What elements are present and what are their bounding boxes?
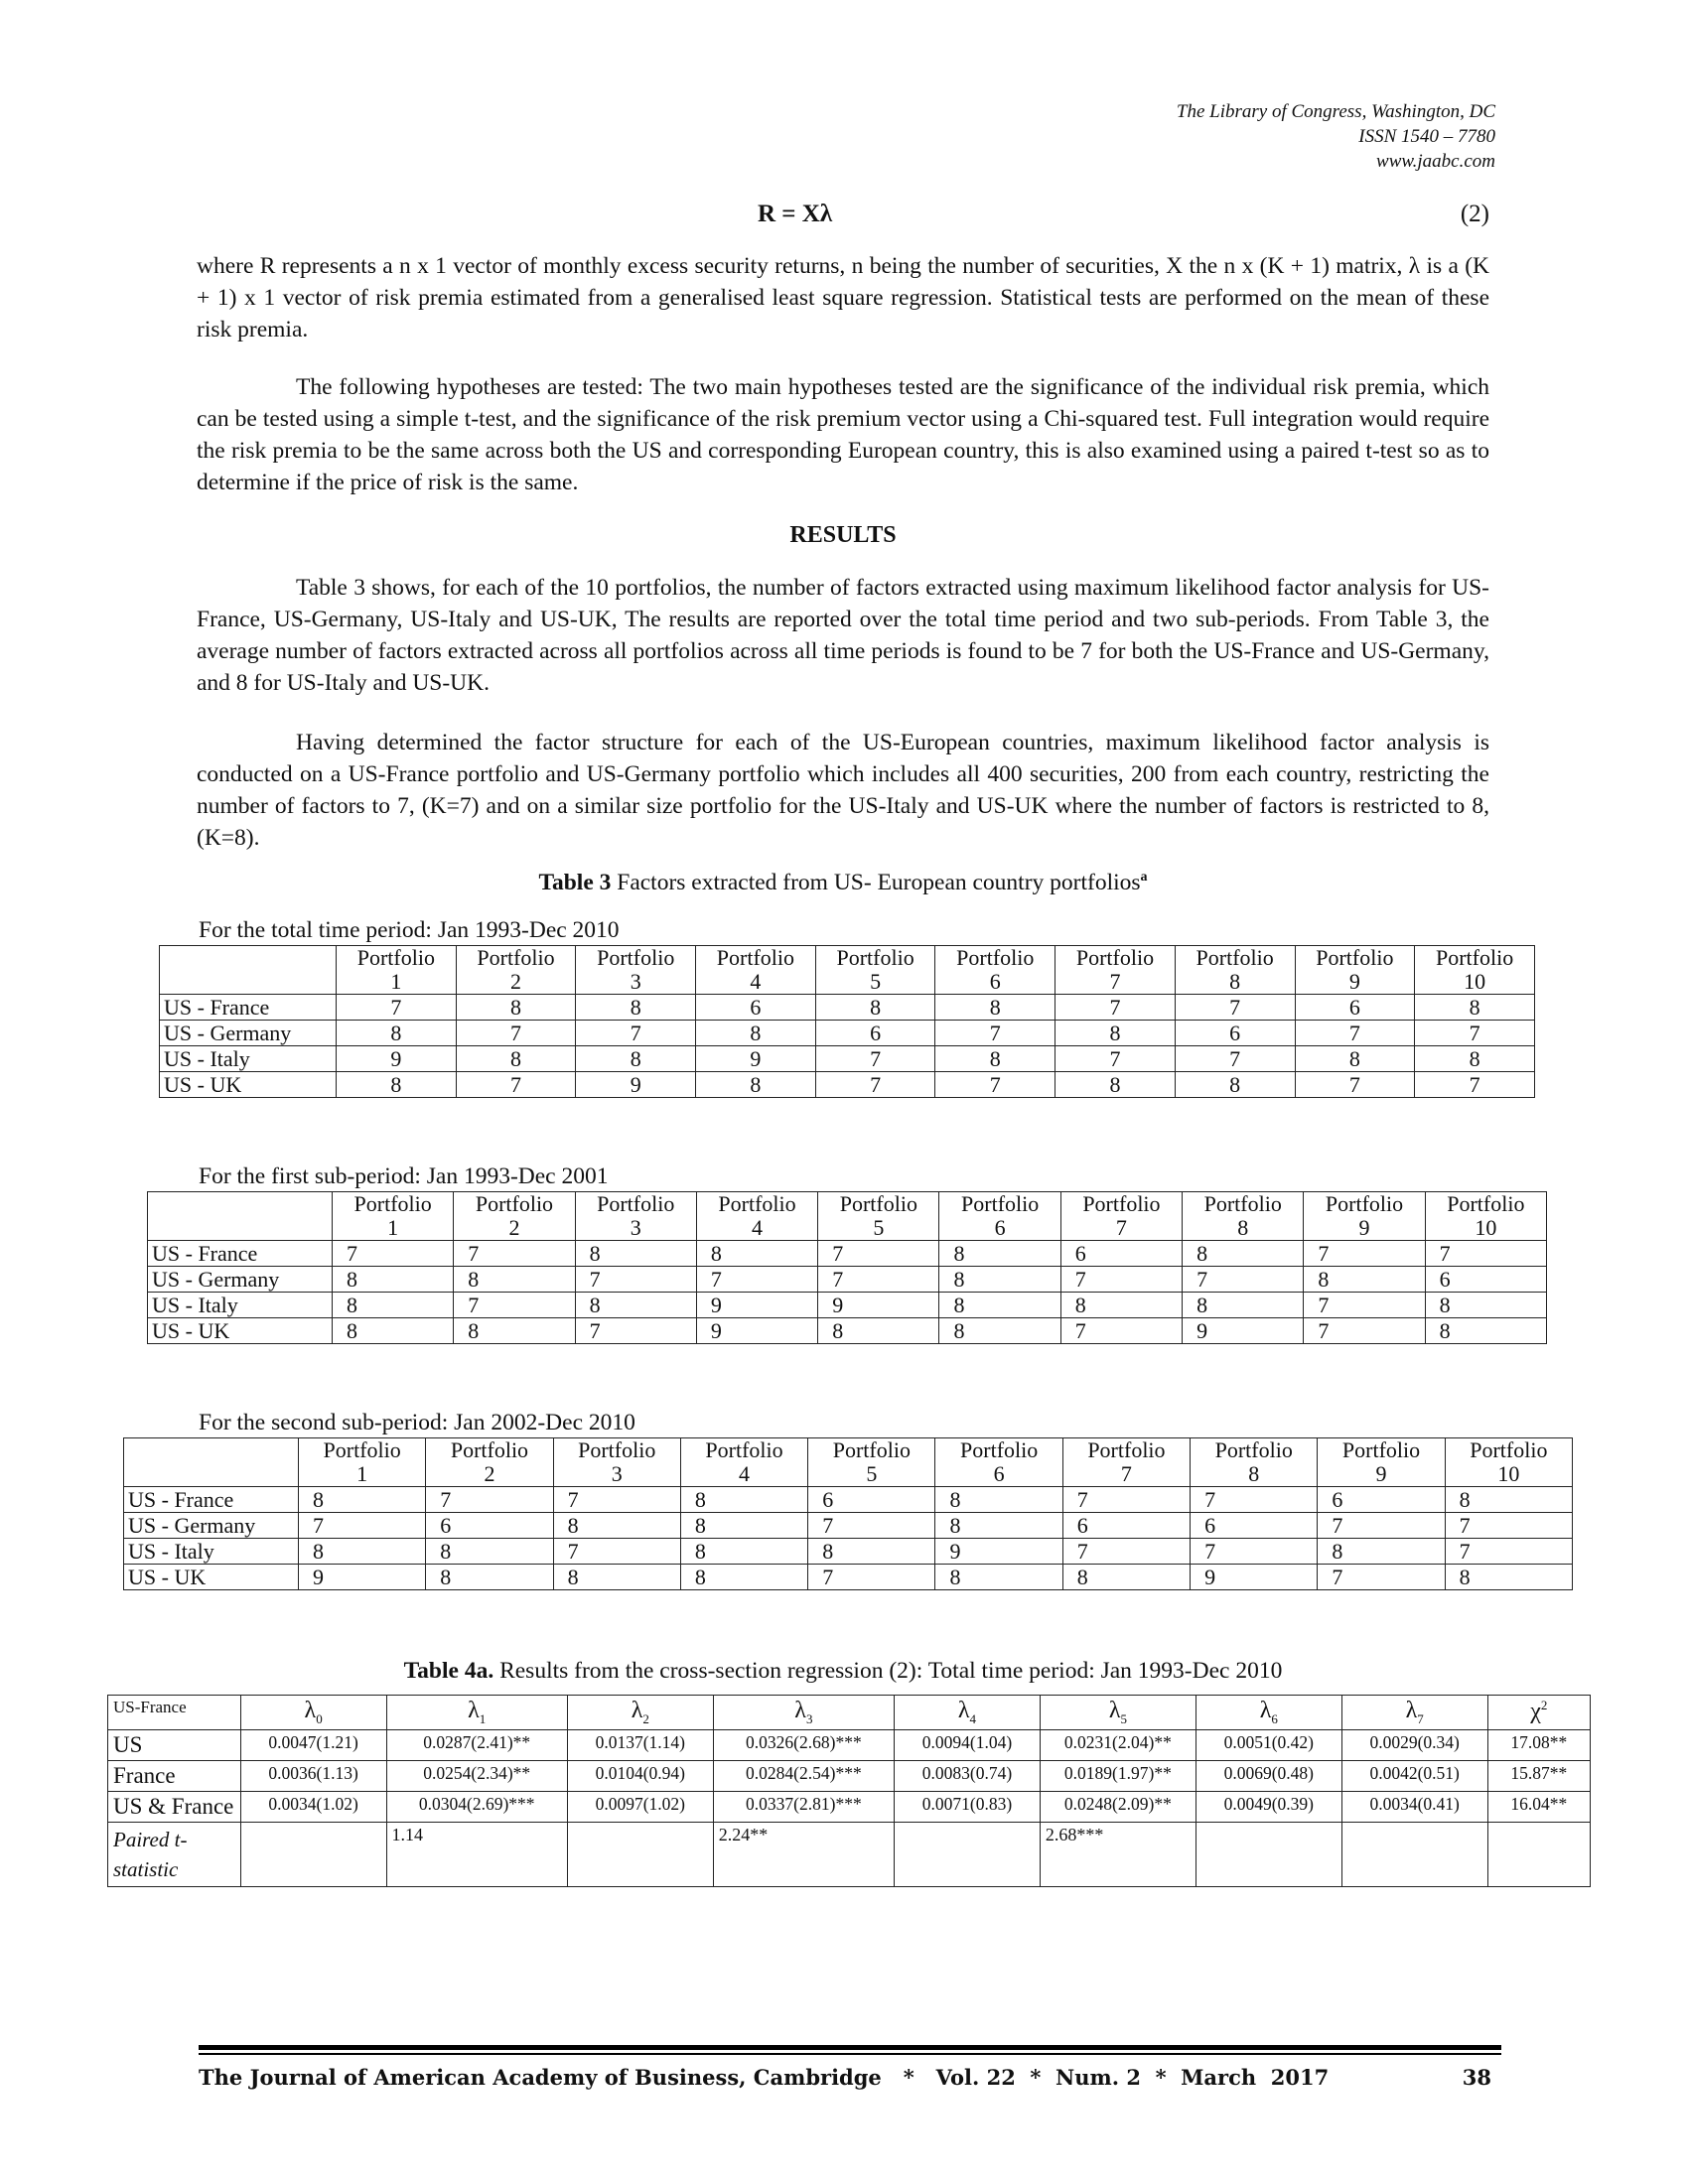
row-label: US - France bbox=[160, 995, 337, 1021]
footer-rule-thin bbox=[199, 2053, 1501, 2055]
period-3-title: For the second sub-period: Jan 2002-Dec 2010 bbox=[199, 1410, 635, 1435]
footer-rule-thick bbox=[199, 2045, 1501, 2050]
regression-value-cell: 0.0189(1.97)** bbox=[1040, 1760, 1196, 1791]
factor-count-cell: 7 bbox=[1191, 1539, 1318, 1565]
table-row bbox=[160, 1021, 1535, 1046]
factor-count-cell: 7 bbox=[935, 1021, 1055, 1046]
paragraph-4: Having determined the factor structure for each of the US-European countries, maximum likelihood factor analysis is conducted on a US-France portfolio and US-Germany portfolio which includes all 400 securities, 200 from each country, restricting the number of factors to 7, (K=7) and on a similar size portfolio for the US-Italy and US-UK where the number of factors is restricted to 8, (K=8). bbox=[197, 730, 1489, 851]
portfolio-header-4: Portfolio 4 bbox=[696, 946, 816, 995]
table-3-caption bbox=[197, 870, 1489, 896]
regression-table bbox=[107, 1695, 1591, 1887]
factor-count-cell: 8 bbox=[454, 1267, 575, 1293]
period-2-title: For the first sub-period: Jan 1993-Dec 2001 bbox=[199, 1163, 609, 1189]
regression-row bbox=[108, 1729, 1591, 1760]
factor-count-cell: 7 bbox=[1191, 1487, 1318, 1513]
factor-count-cell: 8 bbox=[456, 995, 576, 1021]
factor-count-cell: 7 bbox=[818, 1267, 939, 1293]
factor-count-cell: 8 bbox=[939, 1293, 1060, 1318]
portfolio-header-4: Portfolio 4 bbox=[696, 1192, 817, 1241]
factor-count-cell: 8 bbox=[1055, 1021, 1176, 1046]
row-label: US - UK bbox=[160, 1072, 337, 1098]
factor-count-cell: 8 bbox=[935, 1513, 1062, 1539]
factor-count-cell: 7 bbox=[1304, 1293, 1425, 1318]
factor-count-cell: 8 bbox=[939, 1241, 1060, 1267]
table-row bbox=[148, 1318, 1547, 1344]
factor-count-cell: 8 bbox=[680, 1513, 807, 1539]
factor-count-cell: 7 bbox=[299, 1513, 426, 1539]
factor-count-cell: 7 bbox=[1055, 1046, 1176, 1072]
factor-count-cell: 9 bbox=[935, 1539, 1062, 1565]
factor-count-cell: 6 bbox=[808, 1487, 935, 1513]
factor-count-cell: 6 bbox=[426, 1513, 553, 1539]
factor-count-cell: 8 bbox=[696, 1072, 816, 1098]
factor-count-cell: 8 bbox=[1183, 1293, 1304, 1318]
empty-corner-cell bbox=[124, 1438, 299, 1487]
row-label: US - Italy bbox=[148, 1293, 333, 1318]
header-line-3: www.jaabc.com bbox=[1376, 151, 1495, 172]
regression-value-cell: 0.0254(2.34)** bbox=[386, 1760, 567, 1791]
regression-row bbox=[108, 1760, 1591, 1791]
factor-count-cell: 7 bbox=[1318, 1565, 1445, 1590]
portfolio-header-2: Portfolio 2 bbox=[426, 1438, 553, 1487]
lambda-0-header: $\lambda_0$ bbox=[240, 1696, 386, 1730]
header-line-1: The Library of Congress, Washington, DC bbox=[1176, 101, 1495, 122]
factor-count-cell: 7 bbox=[456, 1021, 576, 1046]
regression-value-cell: 0.0326(2.68)*** bbox=[713, 1729, 894, 1760]
factor-count-cell: 8 bbox=[454, 1318, 575, 1344]
row-label: US - UK bbox=[124, 1565, 299, 1590]
factor-count-cell: 7 bbox=[1445, 1539, 1572, 1565]
factor-count-cell: 8 bbox=[696, 1241, 817, 1267]
factor-count-cell: 8 bbox=[680, 1539, 807, 1565]
regression-row-label: US bbox=[108, 1729, 241, 1760]
portfolio-header-7: Portfolio 7 bbox=[1062, 1438, 1190, 1487]
factor-count-cell: 8 bbox=[1062, 1565, 1190, 1590]
lambda-4-header: $\lambda_4$ bbox=[895, 1696, 1041, 1730]
factor-count-cell: 6 bbox=[1191, 1513, 1318, 1539]
table-row bbox=[160, 1072, 1535, 1098]
factor-count-cell: 6 bbox=[1175, 1021, 1295, 1046]
regression-corner-cell: US-France bbox=[108, 1696, 241, 1730]
factor-count-cell: 7 bbox=[1175, 1046, 1295, 1072]
paragraph-2: The following hypotheses are tested: The two main hypotheses tested are the significance of the individual risk premia, which can be tested using a simple t-test, and the significance of the risk premium vector using a Chi-squared test. Full integration would require the risk premia to be the same across both the US and corresponding European country, this is also examined using a paired t-test so as to determine if the price of risk is the same. bbox=[197, 374, 1489, 495]
regression-value-cell bbox=[1341, 1822, 1487, 1886]
factor-count-cell: 8 bbox=[818, 1318, 939, 1344]
empty-corner-cell bbox=[160, 946, 337, 995]
factor-count-cell: 9 bbox=[818, 1293, 939, 1318]
footer-journal: The Journal of American Academy of Business, Cambridge * Vol. 22 * Num. 2 * March 2017 bbox=[199, 2065, 1330, 2090]
table-row bbox=[124, 1513, 1573, 1539]
factor-count-cell: 7 bbox=[337, 995, 457, 1021]
factor-count-cell: 8 bbox=[935, 995, 1055, 1021]
factor-count-cell: 7 bbox=[818, 1241, 939, 1267]
regression-value-cell: 0.0097(1.02) bbox=[567, 1791, 713, 1822]
table-row bbox=[148, 1267, 1547, 1293]
factor-count-cell: 8 bbox=[333, 1267, 454, 1293]
regression-value-cell bbox=[1196, 1822, 1341, 1886]
factor-count-cell: 8 bbox=[1415, 995, 1535, 1021]
factor-count-cell: 8 bbox=[553, 1565, 680, 1590]
regression-value-cell: 0.0337(2.81)*** bbox=[713, 1791, 894, 1822]
factor-count-cell: 7 bbox=[1060, 1318, 1182, 1344]
factor-count-cell: 7 bbox=[1415, 1021, 1535, 1046]
table-4a-label: Table 4a. bbox=[403, 1658, 494, 1684]
factor-count-cell: 8 bbox=[935, 1565, 1062, 1590]
regression-value-cell: 0.0034(0.41) bbox=[1341, 1791, 1487, 1822]
factor-count-cell: 8 bbox=[1445, 1487, 1572, 1513]
row-label: US - Italy bbox=[124, 1539, 299, 1565]
portfolio-header-row bbox=[148, 1192, 1547, 1241]
factor-count-cell: 9 bbox=[1183, 1318, 1304, 1344]
factor-count-cell: 8 bbox=[935, 1046, 1055, 1072]
page-footer bbox=[199, 2045, 1501, 2093]
portfolio-header-9: Portfolio 9 bbox=[1304, 1192, 1425, 1241]
row-label: US - France bbox=[148, 1241, 333, 1267]
portfolio-header-8: Portfolio 8 bbox=[1175, 946, 1295, 995]
table-row bbox=[124, 1539, 1573, 1565]
factor-count-cell: 7 bbox=[575, 1267, 696, 1293]
factor-count-cell: 8 bbox=[299, 1487, 426, 1513]
regression-value-cell: 0.0051(0.42) bbox=[1196, 1729, 1341, 1760]
factor-count-cell: 9 bbox=[696, 1293, 817, 1318]
factor-count-cell: 8 bbox=[815, 995, 935, 1021]
factor-count-cell: 7 bbox=[696, 1267, 817, 1293]
factor-count-cell: 9 bbox=[696, 1318, 817, 1344]
chi-squared-header: $\chi^2$ bbox=[1487, 1696, 1590, 1730]
regression-value-cell: 0.0042(0.51) bbox=[1341, 1760, 1487, 1791]
factor-count-cell: 7 bbox=[1295, 1072, 1415, 1098]
factor-count-cell: 8 bbox=[1295, 1046, 1415, 1072]
table-row bbox=[148, 1241, 1547, 1267]
paragraph-1: where R represents a n x 1 vector of monthly excess security returns, n being the number of securities, X the n x (K + 1) matrix, λ is a (K + 1) x 1 vector of risk premia estimated from a generalised least square regression. Statistical tests are performed on the mean of these risk premia. bbox=[197, 253, 1489, 342]
factor-count-cell: 7 bbox=[815, 1046, 935, 1072]
regression-value-cell: 17.08** bbox=[1487, 1729, 1590, 1760]
factor-count-cell: 6 bbox=[815, 1021, 935, 1046]
regression-value-cell: 0.0287(2.41)** bbox=[386, 1729, 567, 1760]
factor-count-cell: 8 bbox=[456, 1046, 576, 1072]
header-line-2: ISSN 1540 – 7780 bbox=[1358, 126, 1495, 147]
regression-value-cell: 0.0034(1.02) bbox=[240, 1791, 386, 1822]
portfolio-header-6: Portfolio 6 bbox=[935, 946, 1055, 995]
factor-count-cell: 7 bbox=[808, 1565, 935, 1590]
factor-count-cell: 8 bbox=[299, 1539, 426, 1565]
factor-count-cell: 6 bbox=[1318, 1487, 1445, 1513]
portfolio-header-7: Portfolio 7 bbox=[1060, 1192, 1182, 1241]
table-3-title: Factors extracted from US- European country portfolios bbox=[611, 870, 1141, 895]
portfolio-header-8: Portfolio 8 bbox=[1183, 1192, 1304, 1241]
table-row bbox=[124, 1565, 1573, 1590]
regression-value-cell: 0.0248(2.09)** bbox=[1040, 1791, 1196, 1822]
factor-count-cell: 7 bbox=[553, 1487, 680, 1513]
factor-count-cell: 8 bbox=[939, 1267, 1060, 1293]
portfolio-header-1: Portfolio 1 bbox=[337, 946, 457, 995]
regression-row-label: France bbox=[108, 1760, 241, 1791]
regression-value-cell: 15.87** bbox=[1487, 1760, 1590, 1791]
table-3-label: Table 3 bbox=[538, 870, 612, 895]
portfolio-header-7: Portfolio 7 bbox=[1055, 946, 1176, 995]
table-row bbox=[160, 1046, 1535, 1072]
factors-table-total-period bbox=[159, 945, 1535, 1098]
equation-2 bbox=[197, 201, 1489, 236]
factor-count-cell: 7 bbox=[1445, 1513, 1572, 1539]
row-label: US - Germany bbox=[160, 1021, 337, 1046]
regression-value-cell: 0.0083(0.74) bbox=[895, 1760, 1041, 1791]
factor-count-cell: 8 bbox=[576, 1046, 696, 1072]
portfolio-header-9: Portfolio 9 bbox=[1318, 1438, 1445, 1487]
factor-count-cell: 8 bbox=[576, 995, 696, 1021]
regression-value-cell: 2.68*** bbox=[1040, 1822, 1196, 1886]
factor-count-cell: 6 bbox=[696, 995, 816, 1021]
factors-table-first-subperiod bbox=[147, 1191, 1547, 1344]
factor-count-cell: 8 bbox=[575, 1241, 696, 1267]
factor-count-cell: 7 bbox=[1062, 1487, 1190, 1513]
factor-count-cell: 9 bbox=[696, 1046, 816, 1072]
table-4a-caption bbox=[197, 1658, 1489, 1685]
portfolio-header-5: Portfolio 5 bbox=[815, 946, 935, 995]
factor-count-cell: 8 bbox=[426, 1539, 553, 1565]
table-4a-title: Results from the cross-section regression (2): Total time period: Jan 1993-Dec 2010 bbox=[493, 1658, 1283, 1684]
row-label: US - Italy bbox=[160, 1046, 337, 1072]
portfolio-header-5: Portfolio 5 bbox=[818, 1192, 939, 1241]
regression-value-cell: 0.0104(0.94) bbox=[567, 1760, 713, 1791]
factor-count-cell: 7 bbox=[553, 1539, 680, 1565]
regression-value-cell: 2.24** bbox=[713, 1822, 894, 1886]
table-3-footnote-mark: a bbox=[1140, 870, 1148, 886]
factor-count-cell: 8 bbox=[1445, 1565, 1572, 1590]
regression-value-cell bbox=[895, 1822, 1041, 1886]
regression-value-cell: 16.04** bbox=[1487, 1791, 1590, 1822]
factor-count-cell: 7 bbox=[1318, 1513, 1445, 1539]
lambda-1-header: $\lambda_1$ bbox=[386, 1696, 567, 1730]
portfolio-header-8: Portfolio 8 bbox=[1191, 1438, 1318, 1487]
factor-count-cell: 7 bbox=[426, 1487, 553, 1513]
factor-count-cell: 9 bbox=[299, 1565, 426, 1590]
factor-count-cell: 8 bbox=[939, 1318, 1060, 1344]
regression-value-cell: 0.0137(1.14) bbox=[567, 1729, 713, 1760]
factor-count-cell: 8 bbox=[333, 1293, 454, 1318]
factor-count-cell: 8 bbox=[1318, 1539, 1445, 1565]
portfolio-header-row bbox=[124, 1438, 1573, 1487]
factor-count-cell: 8 bbox=[680, 1487, 807, 1513]
regression-row-label: Paired t-statistic bbox=[108, 1822, 241, 1886]
portfolio-header-3: Portfolio 3 bbox=[576, 946, 696, 995]
portfolio-header-6: Portfolio 6 bbox=[935, 1438, 1062, 1487]
portfolio-header-2: Portfolio 2 bbox=[454, 1192, 575, 1241]
table-row bbox=[160, 995, 1535, 1021]
lambda-3-header: $\lambda_3$ bbox=[713, 1696, 894, 1730]
factor-count-cell: 8 bbox=[426, 1565, 553, 1590]
factor-count-cell: 7 bbox=[576, 1021, 696, 1046]
regression-row bbox=[108, 1822, 1591, 1886]
regression-value-cell: 0.0029(0.34) bbox=[1341, 1729, 1487, 1760]
factor-count-cell: 8 bbox=[1175, 1072, 1295, 1098]
factor-count-cell: 7 bbox=[333, 1241, 454, 1267]
factor-count-cell: 8 bbox=[1425, 1318, 1546, 1344]
factor-count-cell: 8 bbox=[575, 1293, 696, 1318]
results-heading: RESULTS bbox=[789, 522, 897, 548]
factor-count-cell: 8 bbox=[696, 1021, 816, 1046]
regression-row bbox=[108, 1791, 1591, 1822]
row-label: US - Germany bbox=[148, 1267, 333, 1293]
equation-formula: R = Xλ bbox=[758, 201, 833, 227]
factor-count-cell: 7 bbox=[1060, 1267, 1182, 1293]
factor-count-cell: 7 bbox=[1175, 995, 1295, 1021]
factor-count-cell: 7 bbox=[454, 1293, 575, 1318]
regression-value-cell: 0.0284(2.54)*** bbox=[713, 1760, 894, 1791]
row-label: US - Germany bbox=[124, 1513, 299, 1539]
factor-count-cell: 8 bbox=[337, 1021, 457, 1046]
factor-count-cell: 7 bbox=[456, 1072, 576, 1098]
factor-count-cell: 6 bbox=[1295, 995, 1415, 1021]
factor-count-cell: 7 bbox=[575, 1318, 696, 1344]
portfolio-header-3: Portfolio 3 bbox=[575, 1192, 696, 1241]
factor-count-cell: 7 bbox=[454, 1241, 575, 1267]
factor-count-cell: 8 bbox=[1183, 1241, 1304, 1267]
period-1-title: For the total time period: Jan 1993-Dec 2010 bbox=[199, 917, 620, 943]
factor-count-cell: 8 bbox=[337, 1072, 457, 1098]
lambda-2-header: $\lambda_2$ bbox=[567, 1696, 713, 1730]
factor-count-cell: 8 bbox=[680, 1565, 807, 1590]
regression-value-cell bbox=[240, 1822, 386, 1886]
factor-count-cell: 9 bbox=[576, 1072, 696, 1098]
paragraph-3: Table 3 shows, for each of the 10 portfolios, the number of factors extracted using maximum likelihood factor analysis for US-France, US-Germany, US-Italy and US-UK, The results are reported over the total time period and two sub-periods. From Table 3, the average number of factors extracted across all portfolios across all time periods is found to be 7 for both the US-France and US-Germany, and 8 for US-Italy and US-UK. bbox=[197, 575, 1489, 696]
lambda-7-header: $\lambda_7$ bbox=[1341, 1696, 1487, 1730]
regression-value-cell: 0.0094(1.04) bbox=[895, 1729, 1041, 1760]
factor-count-cell: 8 bbox=[553, 1513, 680, 1539]
factor-count-cell: 7 bbox=[815, 1072, 935, 1098]
regression-value-cell: 0.0036(1.13) bbox=[240, 1760, 386, 1791]
factor-count-cell: 7 bbox=[1304, 1241, 1425, 1267]
factors-table-second-subperiod bbox=[123, 1437, 1573, 1590]
table-row bbox=[124, 1487, 1573, 1513]
factor-count-cell: 7 bbox=[1425, 1241, 1546, 1267]
regression-value-cell: 0.0231(2.04)** bbox=[1040, 1729, 1196, 1760]
portfolio-header-4: Portfolio 4 bbox=[680, 1438, 807, 1487]
portfolio-header-5: Portfolio 5 bbox=[808, 1438, 935, 1487]
factor-count-cell: 7 bbox=[935, 1072, 1055, 1098]
factor-count-cell: 7 bbox=[1183, 1267, 1304, 1293]
lambda-6-header: $\lambda_6$ bbox=[1196, 1696, 1341, 1730]
factor-count-cell: 9 bbox=[337, 1046, 457, 1072]
regression-value-cell: 0.0047(1.21) bbox=[240, 1729, 386, 1760]
table-row bbox=[148, 1293, 1547, 1318]
factor-count-cell: 8 bbox=[935, 1487, 1062, 1513]
factor-count-cell: 7 bbox=[1415, 1072, 1535, 1098]
portfolio-header-1: Portfolio 1 bbox=[333, 1192, 454, 1241]
factor-count-cell: 8 bbox=[1055, 1072, 1176, 1098]
portfolio-header-6: Portfolio 6 bbox=[939, 1192, 1060, 1241]
factor-count-cell: 7 bbox=[1295, 1021, 1415, 1046]
factor-count-cell: 7 bbox=[1055, 995, 1176, 1021]
regression-value-cell: 1.14 bbox=[386, 1822, 567, 1886]
factor-count-cell: 8 bbox=[808, 1539, 935, 1565]
factor-count-cell: 9 bbox=[1191, 1565, 1318, 1590]
running-header bbox=[1177, 99, 1495, 174]
regression-row-label: US & France bbox=[108, 1791, 241, 1822]
portfolio-header-1: Portfolio 1 bbox=[299, 1438, 426, 1487]
factor-count-cell: 8 bbox=[1425, 1293, 1546, 1318]
factor-count-cell: 8 bbox=[333, 1318, 454, 1344]
portfolio-header-3: Portfolio 3 bbox=[553, 1438, 680, 1487]
factor-count-cell: 6 bbox=[1062, 1513, 1190, 1539]
row-label: US - France bbox=[124, 1487, 299, 1513]
regression-value-cell bbox=[567, 1822, 713, 1886]
regression-value-cell: 0.0049(0.39) bbox=[1196, 1791, 1341, 1822]
portfolio-header-10: Portfolio 10 bbox=[1415, 946, 1535, 995]
regression-value-cell: 0.0304(2.69)*** bbox=[386, 1791, 567, 1822]
regression-header-row bbox=[108, 1696, 1591, 1730]
row-label: US - UK bbox=[148, 1318, 333, 1344]
portfolio-header-2: Portfolio 2 bbox=[456, 946, 576, 995]
factor-count-cell: 8 bbox=[1304, 1267, 1425, 1293]
factor-count-cell: 8 bbox=[1415, 1046, 1535, 1072]
regression-value-cell: 0.0071(0.83) bbox=[895, 1791, 1041, 1822]
factor-count-cell: 7 bbox=[808, 1513, 935, 1539]
factor-count-cell: 8 bbox=[1060, 1293, 1182, 1318]
regression-value-cell bbox=[1487, 1822, 1590, 1886]
portfolio-header-9: Portfolio 9 bbox=[1295, 946, 1415, 995]
factor-count-cell: 7 bbox=[1062, 1539, 1190, 1565]
portfolio-header-10: Portfolio 10 bbox=[1425, 1192, 1546, 1241]
factor-count-cell: 7 bbox=[1304, 1318, 1425, 1344]
portfolio-header-row bbox=[160, 946, 1535, 995]
portfolio-header-10: Portfolio 10 bbox=[1445, 1438, 1572, 1487]
page-number: 38 bbox=[1462, 2065, 1491, 2090]
factor-count-cell: 6 bbox=[1425, 1267, 1546, 1293]
regression-value-cell: 0.0069(0.48) bbox=[1196, 1760, 1341, 1791]
empty-corner-cell bbox=[148, 1192, 333, 1241]
factor-count-cell: 6 bbox=[1060, 1241, 1182, 1267]
lambda-5-header: $\lambda_5$ bbox=[1040, 1696, 1196, 1730]
equation-number: (2) bbox=[1460, 201, 1489, 227]
